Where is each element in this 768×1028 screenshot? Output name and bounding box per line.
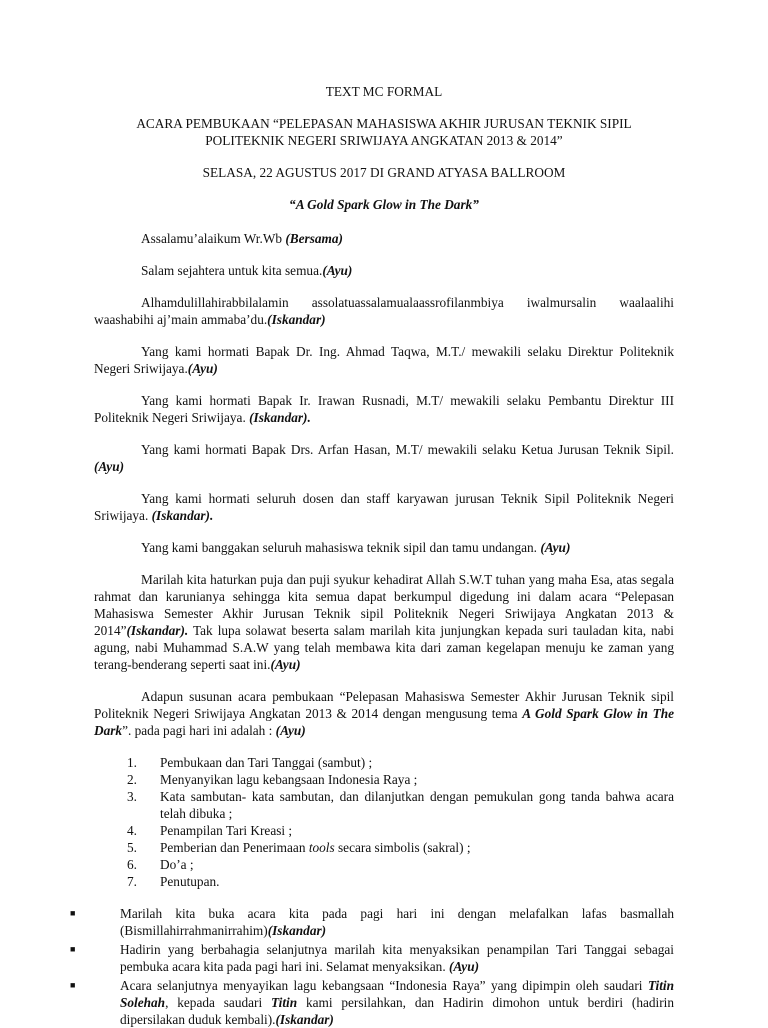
honor-department-head-paragraph [94, 441, 674, 475]
paragraph-text: Yang kami hormati Bapak Dr. Ing. Ahmad Taqwa, M.T./ mewakili selaku Direktur Politeknik Negeri Sriwijaya. [94, 344, 674, 376]
speaker-label: (Iskandar). [126, 623, 189, 638]
bullet-text: kami persilahkan, dan Hadirin dimohon untuk berdiri (hadirin dipersilakan duduk kembali). [120, 995, 674, 1027]
agenda-item [127, 822, 674, 839]
speaker-label: (Ayu) [94, 459, 125, 474]
agenda-text: secara simbolis (sakral) ; [334, 840, 471, 855]
bullet-text: Acara selanjutnya menyayikan lagu kebangsaan “Indonesia Raya” yang dipimpin oleh saudari [120, 978, 648, 993]
agenda-item [127, 839, 674, 856]
agenda-text: Pembukaan dan Tari Tanggai (sambut) ; [160, 755, 373, 770]
salutation-paragraph [94, 262, 674, 279]
event-theme: “A Gold Spark Glow in The Dark” [289, 197, 479, 212]
agenda-item [127, 754, 674, 771]
bullet-item [70, 905, 674, 939]
speaker-label: (Ayu) [275, 723, 306, 738]
bullet-item [70, 941, 674, 975]
speaker-label: (Iskandar). [151, 508, 214, 523]
paragraph-text: Salam sejahtera untuk kita semua. [141, 263, 323, 278]
agenda-number: 2. [127, 772, 137, 787]
agenda-item [127, 873, 674, 890]
event-date: SELASA, 22 AGUSTUS 2017 DI GRAND ATYASA BALLROOM [202, 165, 566, 180]
agenda-item [127, 771, 674, 788]
agenda-number: 3. [127, 789, 137, 804]
speaker-label: (Ayu) [187, 361, 218, 376]
speaker-label: (Ayu) [322, 263, 353, 278]
honor-staff-paragraph [94, 490, 674, 524]
agenda-number: 5. [127, 840, 137, 855]
agenda-emphasis: tools [308, 840, 335, 855]
agenda-text: Penutupan. [160, 874, 220, 889]
agenda-number: 4. [127, 823, 137, 838]
speaker-label: (Iskandar) [267, 312, 326, 327]
square-bullet-icon: ■ [70, 944, 76, 954]
paragraph-text: Alhamdulillahirabbilalamin assolatuassalamualaassrofilanmbiya iwalmursalin waalaalihi waashabihi aj’main ammaba’du. [94, 295, 674, 327]
event-heading: ACARA PEMBUKAAN “PELEPASAN MAHASISWA AKHIR JURUSAN TEKNIK SIPIL POLITEKNIK NEGERI SRIWIJAYA ANGKATAN 2013 & 2014” [136, 116, 632, 148]
gratitude-paragraph [94, 571, 674, 673]
speaker-label: (Iskandar) [267, 923, 327, 938]
paragraph-text: Marilah kita haturkan puja dan puji syukur kehadirat Allah S.W.T tuhan yang maha Esa, atas segala rahmat dan karunianya sehingga kita semua dapat berkumpul digedung ini dalam acara “Pelepasan Mahasiswa Semester Akhir Jurusan Teknik sipil Politeknik Negeri Sriwijaya Angkatan 2013 & 2014” [94, 572, 674, 638]
paragraph-text: Yang kami hormati seluruh dosen dan staff karyawan jurusan Teknik Sipil Politeknik Negeri Sriwijaya. [94, 491, 674, 523]
agenda-list [94, 754, 674, 890]
agenda-number: 7. [127, 874, 137, 889]
speaker-label: (Ayu) [270, 657, 301, 672]
speaker-label: (Iskandar). [249, 410, 311, 425]
agenda-number: 6. [127, 857, 137, 872]
square-bullet-icon: ■ [70, 908, 76, 918]
paragraph-text: Assalamu’alaikum Wr.Wb [141, 231, 286, 246]
agenda-text: Do’a ; [160, 857, 194, 872]
theme-inline: A Gold Spark Glow in The Dark [94, 706, 674, 738]
paragraph-text: Adapun susunan acara pembukaan “Pelepasan Mahasiswa Semester Akhir Jurusan Teknik sipil Politeknik Negeri Sriwijaya Angkatan 2013 & 2014 dengan mengusung tema [94, 689, 674, 721]
square-bullet-icon: ■ [70, 980, 76, 990]
bullet-text: Marilah kita buka acara kita pada pagi hari ini dengan melafalkan lafas basmallah (Bismillahirrahmanirrahim) [120, 906, 674, 938]
agenda-item [127, 788, 674, 822]
agenda-intro-paragraph [94, 688, 674, 739]
document-title: TEXT MC FORMAL [325, 84, 443, 99]
agenda-item [127, 856, 674, 873]
paragraph-text: Tak lupa solawat beserta salam marilah kita junjungkan kepada suri tauladan kita, nabi agung, nabi Muhammad S.A.W yang telah membawa kita dari zaman kegelapan menuju ke zaman yang terang-benderang seperti saat ini. [94, 623, 674, 672]
bullet-item [70, 977, 674, 1028]
agenda-number: 1. [127, 755, 137, 770]
honor-students-paragraph [94, 539, 674, 556]
opening-prayer-paragraph [94, 294, 674, 328]
honor-director-paragraph [94, 343, 674, 377]
speaker-label: (Iskandar) [275, 1012, 334, 1027]
paragraph-text: Yang kami banggakan seluruh mahasiswa teknik sipil dan tamu undangan. [141, 540, 541, 555]
paragraph-text: Yang kami hormati Bapak Ir. Irawan Rusnadi, M.T/ mewakili selaku Pembantu Direktur III Politeknik Negeri Sriwijaya. [94, 393, 674, 425]
paragraph-text: Yang kami hormati Bapak Drs. Arfan Hasan, M.T/ mewakili selaku Ketua Jurusan Teknik Sipil. [141, 442, 674, 457]
bullet-text: Hadirin yang berbahagia selanjutnya marilah kita menyaksikan penampilan Tari Tanggai sebagai pembuka acara kita pada pagi hari ini. Selamat menyaksikan. [120, 942, 674, 974]
speaker-label: (Ayu) [540, 540, 571, 555]
agenda-text: Pemberian dan Penerimaan [160, 840, 309, 855]
singer-name: Titin Solehah [120, 978, 674, 1010]
singer-name: Titin [271, 995, 298, 1010]
paragraph-text: ”. pada pagi hari ini adalah : [122, 723, 276, 738]
script-bullets [70, 905, 674, 1028]
agenda-text: Penampilan Tari Kreasi ; [160, 823, 293, 838]
agenda-text: Kata sambutan- kata sambutan, dan dilanjutkan dengan pemukulan gong tanda bahwa acara telah dibuka ; [160, 789, 674, 821]
bullet-text: , kepada saudari [165, 995, 271, 1010]
greeting-paragraph [94, 230, 674, 247]
speaker-label: (Ayu) [448, 959, 480, 974]
agenda-text: Menyanyikan lagu kebangsaan Indonesia Raya ; [160, 772, 418, 787]
honor-vice-director-paragraph [94, 392, 674, 426]
speaker-label: (Bersama) [285, 231, 343, 246]
